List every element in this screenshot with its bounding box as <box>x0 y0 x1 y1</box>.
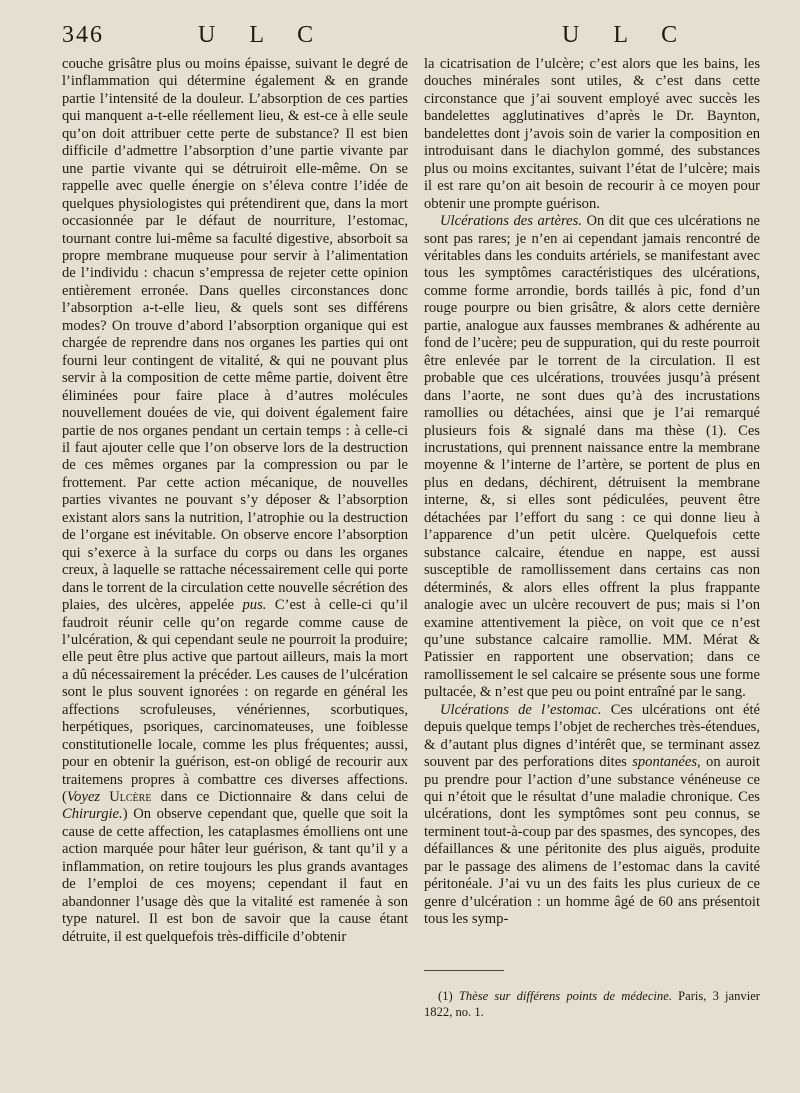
text-run: C’est à celle-ci qu’il faudroit réunir celle qu’on regarde comme cause de l’ulcération, & qui cependant seule ne pourroit la produire; elle peut être plus active que partout ailleurs, mais la mort a dû nécessairement la précéder. Les causes de l’ulcération sont le plus souvent ignorées : on regarde en général les affections scrofuleuses, vénériennes, scorbutiques, herpétiques, psoriques, carcinomateuses, une foiblesse constitutionelle locale, comme les plus fréquentes; aussi, pour en obtenir la guérison, est-on obligé de recourir aux traitemens propres à combattre ces diverses affections. ( <box>62 597 408 806</box>
page-number: 346 <box>62 22 104 48</box>
footnote <box>424 988 760 1020</box>
footnote-title: Thèse sur différens points de médecine. <box>458 989 672 1003</box>
paragraph <box>424 702 760 929</box>
text-run: On observe cependant que, quelle que soit la cause de cette affection, les cataplasmes émolliens ont une action marquée pour hâter leur guérison, & tant qu’il y a inflammation, on retire toujours les plus grands avantages de l’emploi de ces moyens; cependant il faut en abandonner l’usage dès que la vitalité est ramenée à son type naturel. Il est bon de savoir que la cause étant détruite, il est quelquefois très-difficile d’obtenir <box>62 806 408 945</box>
text-run: ) <box>122 806 128 823</box>
footnote-marker: (1) <box>438 989 453 1003</box>
section-heading: Ulcérations de l’estomac. <box>440 701 602 718</box>
footnote-text <box>424 988 760 1020</box>
text-run: dans ce Dictionnaire & dans celui de <box>160 789 409 806</box>
section-heading: Ulcérations des artères. <box>440 213 582 230</box>
italic-term: Voyez <box>66 789 101 806</box>
running-head-left: U L C <box>198 22 328 48</box>
text-run: Ces ulcérations ont été depuis quelque temps l’objet de recherches très-étendues, & d’autant plus dignes d’intérêt que, se terminant assez souvent par des perforations dites <box>424 701 760 771</box>
text-run: on auroit pu prendre pour l’action d’une substance vénéneuse ce qui n’étoit que le résultat d’une maladie chronique. Ces ulcérations, dont les symptômes sont peu connus, se terminent tout-à-coup par des spasmes, des syncopes, des défaillances & une péritonite des plus aiguës, produite par le passage des alimens de l’estomac dans la cavité péritonéale. J’ai vu un des faits les plus curieux de ce genre d’ulcération : un homme âgé de 60 ans présentoit tous les symp- <box>424 754 760 928</box>
page-header <box>62 22 760 52</box>
cross-reference: Ulcère <box>109 789 152 806</box>
text-run: couche grisâtre plus ou moins épaisse, suivant le degré de l’inflammation qui détermine également & en grande partie l’intensité de la douleur. L’absorption de ces parties qui manquent a-t-elle réellement lieu, & est-ce à elle seule qu’on doit attribuer cette perte de substance? Il est bien difficile d’admettre l’absorption d’une partie vivante par une partie vivante qui se détruiroit elle-même. On se rappelle avec quelle énergie on s’éleva contre l’idée de quelques physiologistes qui prétendirent que, dans la mort occasionnée par le défaut de nourriture, l’estomac, tournant contre lui-même sa faculté digestive, absorboit sa propre membrane muqueuse pour servir à l’alimentation de l’individu : chacun s’empressa de rejeter cette opinion entièrement erronée. Dans quelles circonstances donc l’absorption a-t-elle lieu, & quels sont ses différens modes? On trouve d’abord l’absorption organique qui est chargée de reprendre dans nos organes les parties qui ont fourni leur contingent de vitalité, & qui ne pouvant plus servir à la composition de cette même partie, doivent être éliminées pour faire place à d’autres molécules nouvellement douées de vie, qui doivent également faire partie de nos organes pendant un certain temps : à celle-ci il faut ajouter celle que l’on observe lors de la destruction de ces mêmes organes par la compression ou par le frottement. Par cette action mécanique, de nouvelles parties vivantes ne pouvant s’y déposer & l’absorption existant alors sans la nutrition, l’atrophie ou la destruction de l’organe est inévitable. On observe encore l’absorption qui s’exerce à la surface du corps ou dans les organes creux, à laquelle se rattache nécessairement celle qui porte dans le torrent de la circulation cette nouvelle sécrétion des plaies, des ulcères, appelée <box>62 56 408 614</box>
footnote-rest: Paris, 3 janvier 1822, no. 1. <box>424 989 760 1019</box>
paragraph <box>62 56 408 946</box>
paragraph <box>424 213 760 702</box>
paragraph <box>424 56 760 213</box>
left-column <box>62 56 408 946</box>
bleed-through-shadow <box>0 1040 800 1090</box>
italic-term: Chirurgie. <box>62 806 123 823</box>
text-run: On dit que ces ulcérations ne sont pas rares; je n’en ai cependant jamais rencontré de véritables dans les conduits artériels, se manifestant avec tous les symptômes caractéristiques des ulcérations, comme forme arrondie, bords taillés à pic, fond d’un rouge pourpre ou bien grisâtre, & alors cette dernière partie, analogue aux fausses membranes & adhérente au fond de l’ucère; peu de suppuration, qui du reste pourroit être enlevée par le torrent de la circulation. Il est probable que ces ulcérations, trouvées jusqu’à présent dans l’aorte, ne sont dues qu’à des incrustations ramollies ou détachées, ainsi que je l’ai remarqué plusieurs fois & signalé dans ma thèse (1). Ces incrustations, qui prennent naissance entre la membrane moyenne & l’interne de l’artère, se portent de plus en plus en dedans, déchirent, détruisent la membrane interne, &, si elles sont pédiculées, peuvent être détachées par l’effort du sang : ce qui donne lieu à l’apparence d’un petit ulcère. Quelquefois cette substance calcaire, étendue en nappe, est aussi susceptible de ramollissement dans certains cas non déterminés, & alors elles offrent la plus frappante analogie avec un ulcère recouvert de pus; mais si l’on examine attentivement la pièce, on voit que ce n’est qu’une substance calcaire ramollie. MM. Mérat & Patissier en rapportent une observation; dans ce ramollissement le sel calcaire se présente sous une forme pultacée, & n’est que peu ou point entraîné par le sang. <box>424 213 760 701</box>
running-head-right: U L C <box>562 22 692 48</box>
footnote-rule <box>424 970 504 971</box>
right-column <box>424 56 760 929</box>
italic-term: pus. <box>242 597 267 614</box>
text-run: la cicatrisation de l’ulcère; c’est alors que les bains, les douches minérales sont utiles, & c’est dans cette circonstance que j’ai souvent employé avec succès les bandelettes agglutinatives d’après le Dr. Baynton, bandelettes dont j’avois soin de varier la composition en introduisant dans le diachylon gommé, des substances plus ou moins excitantes, suivant l’état de l’ulcère; mais il est rare qu’on ait besoin de recourir à ce moyen pour obtenir une prompte guérison. <box>424 56 760 212</box>
italic-term: spontanées, <box>632 754 701 771</box>
